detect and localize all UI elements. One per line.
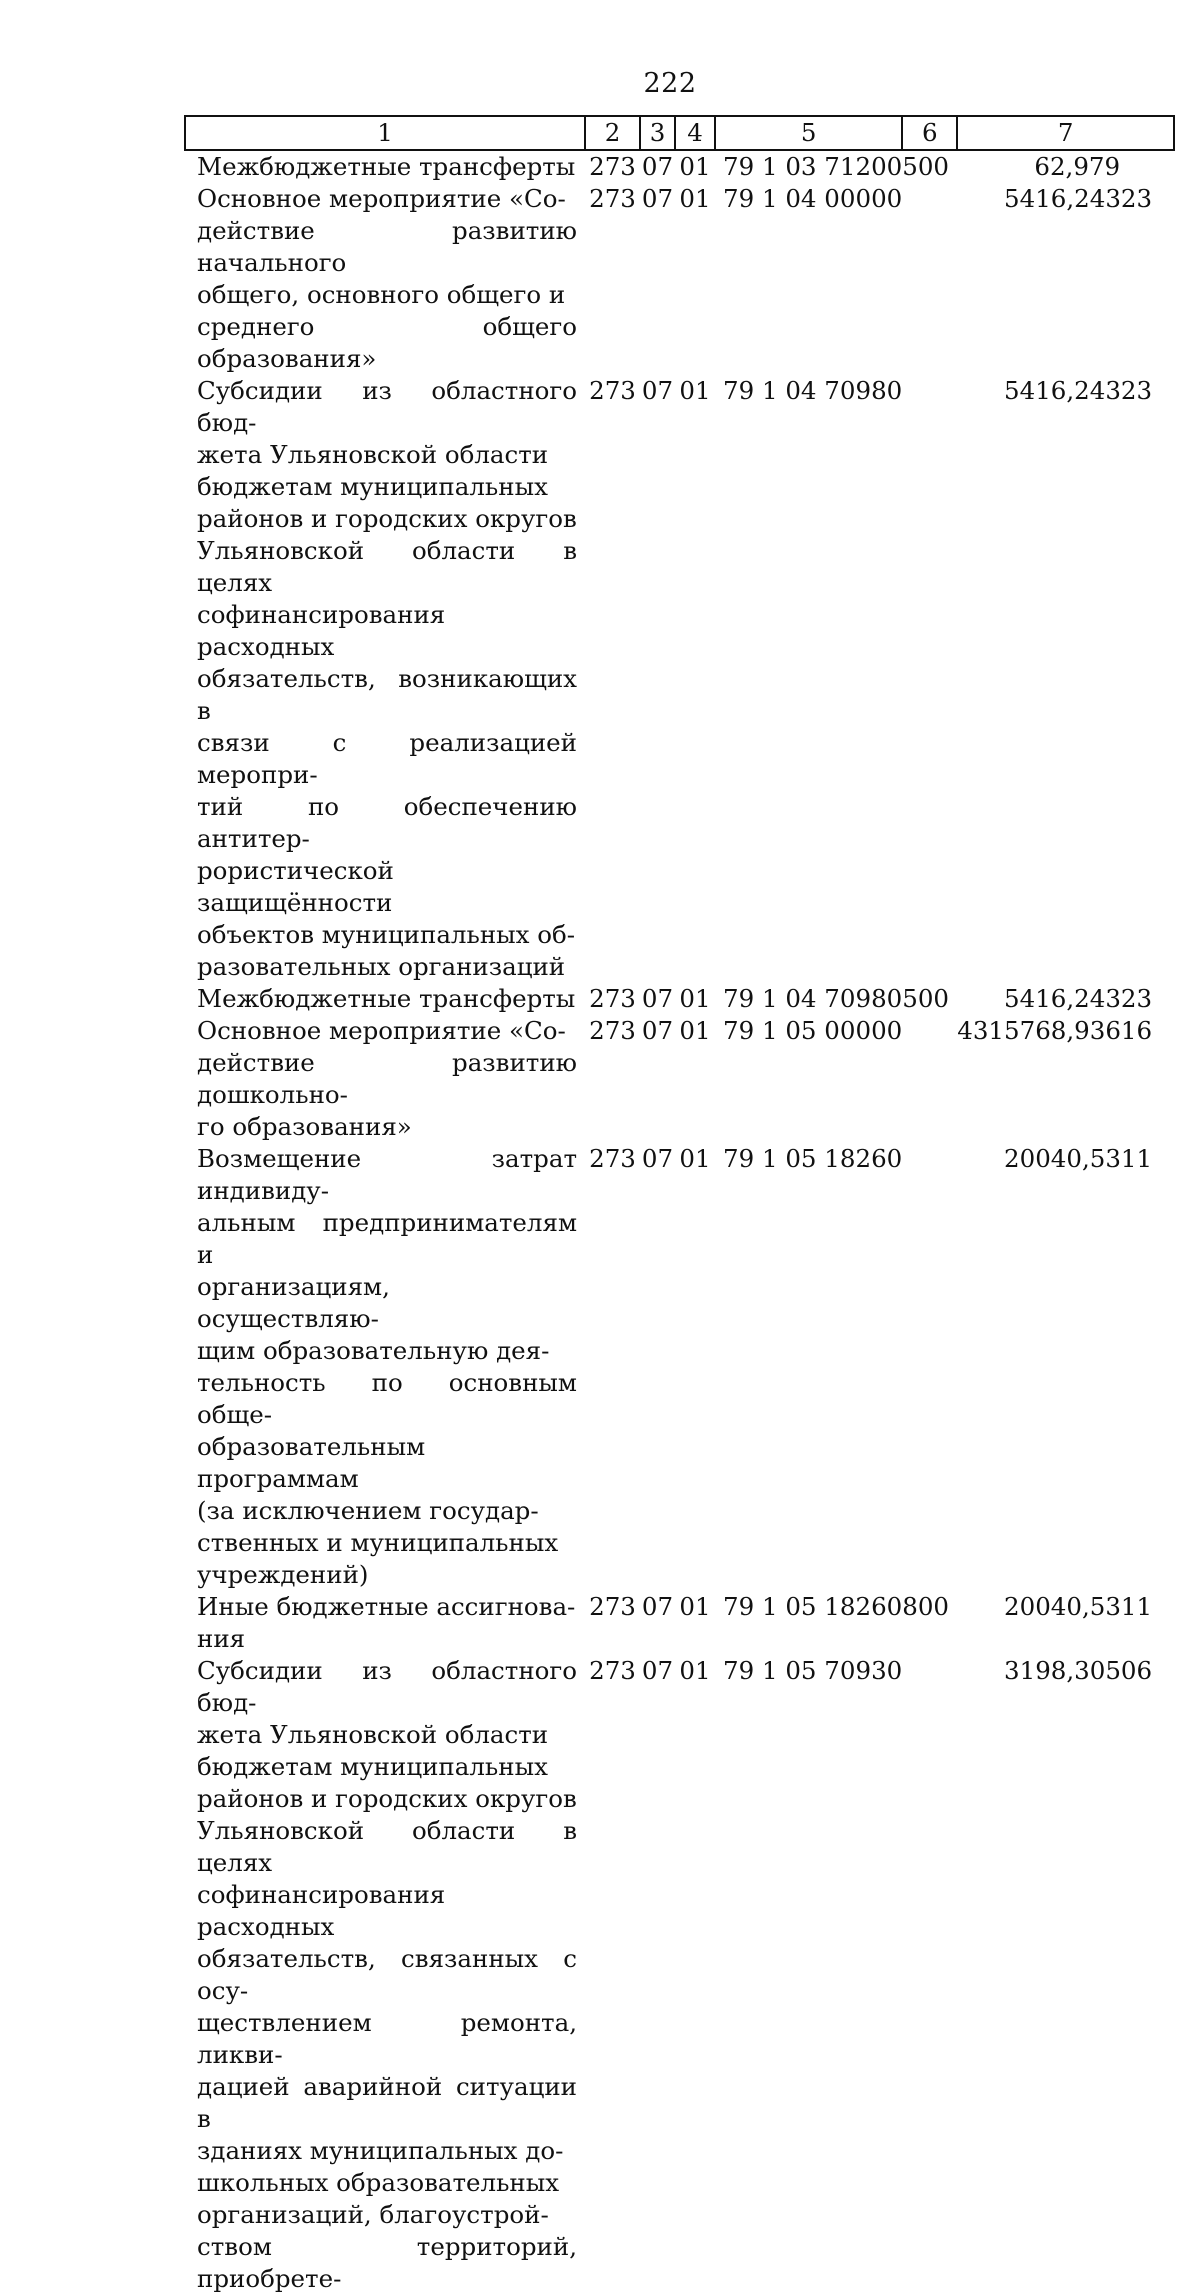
column-header-5: 5 [715, 116, 902, 150]
row-name-line: жета Ульяновской области [197, 1720, 549, 1749]
row-section-code: 07 [641, 376, 674, 405]
row-subsection-code: 01 [679, 1016, 711, 1045]
row-name-line: Возмещение затрат индивиду- [197, 1144, 577, 1205]
row-expense-type-code [902, 1143, 957, 1591]
row-name-line: организаций, благоустрой- [197, 2200, 549, 2229]
row-target-code: 79 1 03 71200 [723, 152, 903, 181]
row-name-line: тельность по основным обще- [197, 1368, 577, 1429]
row-amount: 5416,24323 [1004, 376, 1153, 405]
row-name-line: го образования» [197, 1112, 412, 1141]
row-name [185, 1591, 585, 1655]
row-name-line: обязательств, возникающих в [197, 664, 577, 725]
row-gl-code: 273 [589, 1656, 636, 1685]
row-gl-code: 273 [589, 1592, 636, 1621]
row-name-line: учреждений) [197, 1560, 369, 1589]
row-name-line: Субсидии из областного бюд- [197, 1656, 577, 1717]
row-amount: 3198,30506 [1004, 1656, 1153, 1685]
row-name-line: объектов муниципальных об- [197, 920, 576, 949]
row-target-code: 79 1 05 18260 [723, 1144, 903, 1173]
row-name-line: софинансирования расходных [197, 600, 446, 661]
row-subsection-code: 01 [679, 984, 711, 1013]
row-expense-type-code: 800 [902, 1592, 950, 1621]
row-name-line: районов и городских округов [197, 504, 577, 533]
row-name-line: образовательным программам [197, 1432, 426, 1493]
row-expense-type-code [902, 375, 957, 983]
row-name-line: Субсидии из областного бюд- [197, 376, 577, 437]
row-name-line: альным предпринимателям и [197, 1208, 577, 1269]
row-expense-type-code: 500 [902, 984, 950, 1013]
row-expense-type-code [902, 183, 957, 375]
page-number: 222 [643, 68, 697, 99]
column-header-4: 4 [675, 116, 715, 150]
row-name-line: Ульяновской области в целях [197, 536, 577, 597]
row-name-line: обязательств, связанных с осу- [197, 1944, 577, 2005]
budget-table [184, 115, 1175, 2295]
row-name-line: школьных образовательных [197, 2168, 560, 2197]
row-name-line: районов и городских округов [197, 1784, 577, 1813]
row-gl-code: 273 [589, 152, 636, 181]
header-row [185, 116, 1174, 150]
row-name-line: Ульяновской области в целях [197, 1816, 577, 1877]
row-name-line: Иные бюджетные ассигнова- [197, 1592, 576, 1621]
row-name-line: бюджетам муниципальных [197, 472, 548, 501]
row-section-code: 07 [641, 152, 674, 181]
table-row [185, 1591, 1174, 1655]
row-amount: 20040,5311 [1004, 1144, 1153, 1173]
row-section-code: 07 [641, 1656, 674, 1685]
row-subsection-code: 01 [679, 1592, 711, 1621]
row-expense-type-code [902, 1015, 957, 1143]
row-name [185, 983, 585, 1015]
row-name-line: ществлением ремонта, ликви- [197, 2008, 577, 2069]
row-amount: 62,979 [1034, 152, 1121, 181]
row-section-code: 07 [641, 184, 674, 213]
row-subsection-code: 01 [679, 1144, 711, 1173]
row-section-code: 07 [641, 1144, 674, 1173]
row-name-line: зданиях муниципальных до- [197, 2136, 564, 2165]
row-name [185, 150, 585, 183]
row-name-line: софинансирования расходных [197, 1880, 446, 1941]
row-name [185, 1655, 585, 2295]
row-target-code: 79 1 04 70980 [723, 376, 903, 405]
row-gl-code: 273 [589, 984, 636, 1013]
row-name-line: среднего общего образования» [197, 312, 577, 373]
row-name-line: дацией аварийной ситуации в [197, 2072, 577, 2133]
row-target-code: 79 1 04 70980 [723, 984, 903, 1013]
table-body [185, 150, 1174, 2295]
row-subsection-code: 01 [679, 184, 711, 213]
column-header-3: 3 [640, 116, 675, 150]
row-amount: 20040,5311 [1004, 1592, 1153, 1621]
row-subsection-code: 01 [679, 152, 711, 181]
table-row [185, 375, 1174, 983]
row-target-code: 79 1 05 18260 [723, 1592, 903, 1621]
row-name [185, 1143, 585, 1591]
row-name [185, 1015, 585, 1143]
row-name-line: ством территорий, приобрете- [197, 2232, 577, 2293]
row-gl-code: 273 [589, 1016, 636, 1045]
row-name [185, 183, 585, 375]
row-gl-code: 273 [589, 376, 636, 405]
row-expense-type-code [902, 1655, 957, 2295]
row-name-line: Основное мероприятие «Со- [197, 1016, 566, 1045]
row-name-line: Основное мероприятие «Со- [197, 184, 566, 213]
table-row [185, 1143, 1174, 1591]
row-name-line: ния [197, 1624, 246, 1653]
row-target-code: 79 1 04 00000 [723, 184, 903, 213]
row-section-code: 07 [641, 984, 674, 1013]
row-name-line: бюджетам муниципальных [197, 1752, 548, 1781]
row-name-line: организациям, осуществляю- [197, 1272, 390, 1333]
row-name-line: разовательных организаций [197, 952, 566, 981]
row-name-line: жета Ульяновской области [197, 440, 549, 469]
row-section-code: 07 [641, 1016, 674, 1045]
table-row [185, 150, 1174, 183]
row-name [185, 375, 585, 983]
row-gl-code: 273 [589, 1144, 636, 1173]
column-header-7: 7 [957, 116, 1174, 150]
row-name-line: Межбюджетные трансферты [197, 152, 576, 181]
row-section-code: 07 [641, 1592, 674, 1621]
row-target-code: 79 1 05 70930 [723, 1656, 903, 1685]
row-name-line: общего, основного общего и [197, 280, 566, 309]
table-row [185, 1655, 1174, 2295]
row-name-line: (за исключением государ- [197, 1496, 539, 1525]
row-amount: 5416,24323 [1004, 184, 1153, 213]
row-subsection-code: 01 [679, 1656, 711, 1685]
row-name-line: рористической защищённости [197, 856, 394, 917]
row-name-line: Межбюджетные трансферты [197, 984, 576, 1013]
column-header-6: 6 [902, 116, 957, 150]
row-subsection-code: 01 [679, 376, 711, 405]
row-expense-type-code: 500 [902, 152, 950, 181]
row-name-line: щим образовательную дея- [197, 1336, 550, 1365]
row-amount: 5416,24323 [1004, 984, 1153, 1013]
row-target-code: 79 1 05 00000 [723, 1016, 903, 1045]
table-row [185, 183, 1174, 375]
row-name-line: действие развитию начального [197, 216, 577, 277]
column-header-1: 1 [185, 116, 585, 150]
table-row [185, 1015, 1174, 1143]
row-name-line: связи с реализацией меропри- [197, 728, 577, 789]
row-name-line: действие развитию дошкольно- [197, 1048, 577, 1109]
table-row [185, 983, 1174, 1015]
column-header-2: 2 [585, 116, 640, 150]
row-gl-code: 273 [589, 184, 636, 213]
row-name-line: ственных и муниципальных [197, 1528, 559, 1557]
row-name-line: тий по обеспечению антитер- [197, 792, 577, 853]
row-amount: 4315768,93616 [957, 1016, 1153, 1045]
